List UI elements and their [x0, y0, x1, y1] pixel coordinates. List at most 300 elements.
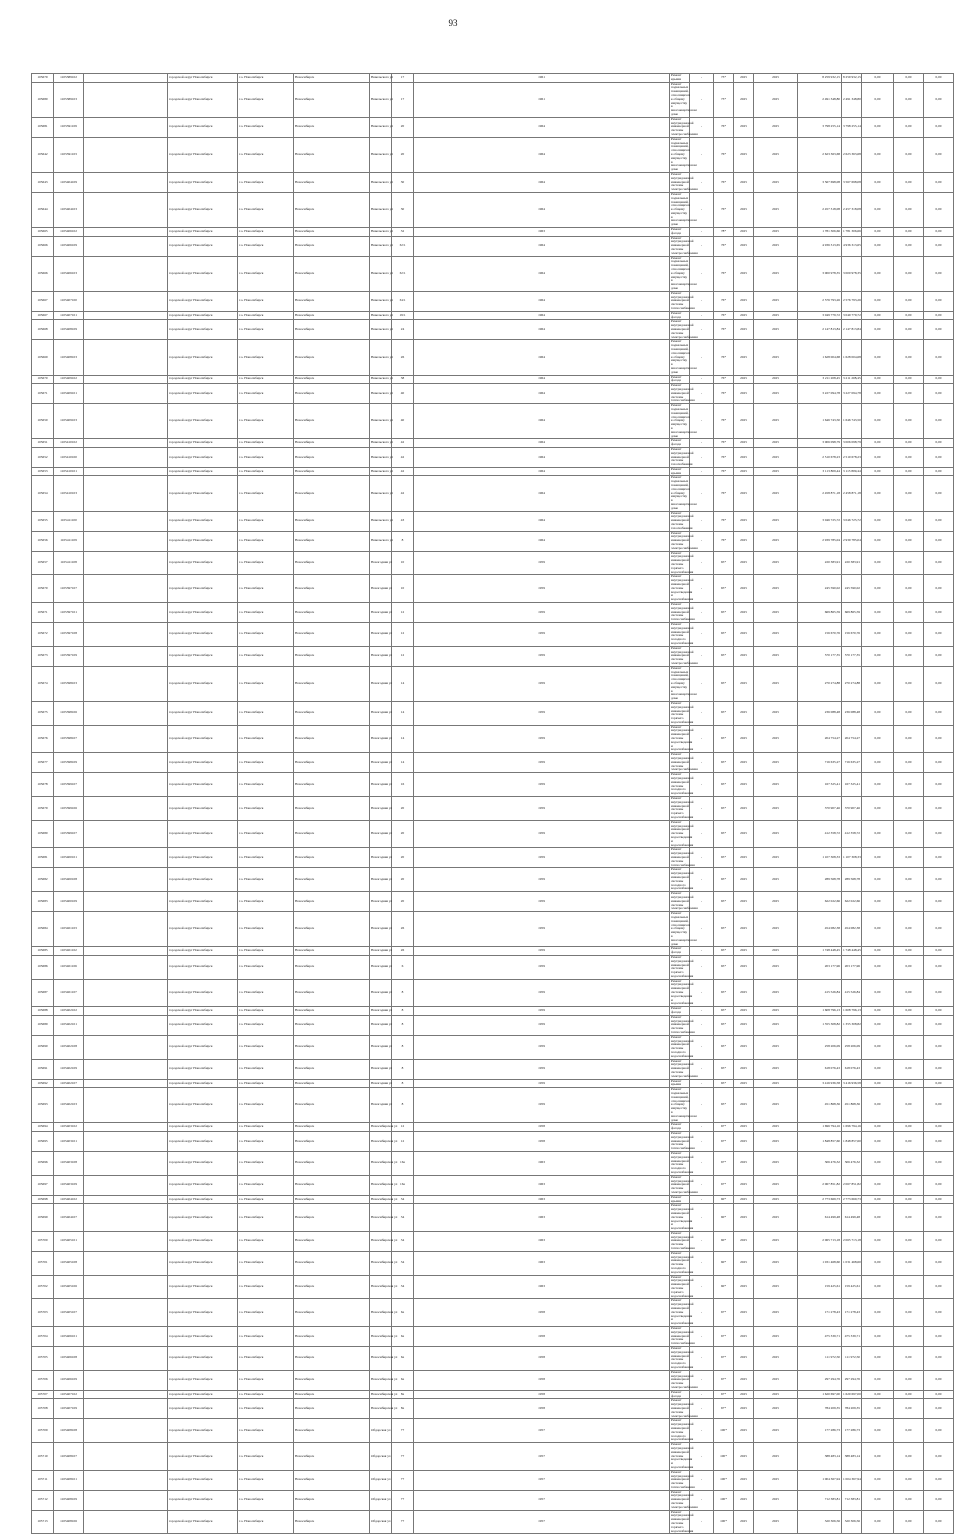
cell-work-type: Ремонт внутридомовой инженерной системы электроснабжения: [671, 116, 698, 136]
cell-year-built: 1964: [414, 320, 670, 340]
cell-amount-1: 0,00: [862, 955, 894, 979]
cell-actual-year: 2025: [754, 320, 798, 340]
cell-wear-percent: 65*: [714, 1007, 734, 1016]
cell-total-cost: 245 590,02: [798, 575, 842, 603]
cell-total-cost: 2 147 813,84: [798, 320, 842, 340]
table-row: [32, 848, 954, 868]
cell-fund-cost: 1 696 794,16: [842, 1123, 862, 1132]
cell-amount-3: 0,00: [924, 1470, 954, 1490]
cell-fund-cost: 3 567 698,08: [842, 172, 862, 192]
cell-object-code: 1105400101: [54, 848, 84, 868]
cell-actual-year: 2025: [754, 797, 798, 821]
cell-locality: г.о. Новосибирск: [238, 753, 294, 773]
table-row: [32, 551, 954, 575]
cell-fund-cost: 716 635,27: [842, 753, 862, 773]
cell-district: городской округ Новосибирск: [168, 1419, 238, 1443]
table-row: [32, 447, 954, 467]
cell-district: городской округ Новосибирск: [168, 575, 238, 603]
cell-work-type: Ремонт внутридомовой инженерной системы теплоснабжения: [671, 1230, 695, 1251]
cell-year-built: 1964: [414, 256, 670, 291]
cell-amount-1: 0,00: [862, 439, 894, 448]
cell-amount-3: 0,00: [924, 773, 954, 797]
cell-plan-year: 2025: [734, 1175, 754, 1195]
cell-actual-year: 2025: [754, 955, 798, 979]
cell-district: городской округ Новосибирск: [168, 511, 238, 531]
cell-amount-2: 0,00: [894, 646, 924, 666]
cell-district: городской округ Новосибирск: [168, 646, 238, 666]
cell-city: Новосибирск: [294, 797, 370, 821]
cell-district: городской округ Новосибирск: [168, 1231, 238, 1251]
cell-plan-year: 2025: [734, 947, 754, 956]
cell-object-code: 1105402107: [54, 1079, 84, 1088]
cell-spacer: [84, 82, 168, 117]
cell-house: 17: [392, 82, 414, 117]
cell-district: городской округ Новосибирск: [168, 311, 238, 320]
cell-locality: г.о. Новосибирск: [238, 955, 294, 979]
cell-object-code: 1105410102: [54, 439, 84, 448]
cell-amount-3: 0,00: [924, 172, 954, 192]
cell-amount-2: 0,00: [894, 311, 924, 320]
cell-amount-1: 0,00: [862, 375, 894, 384]
cell-dash: -: [690, 228, 714, 237]
cell-locality: г.о. Новосибирск: [238, 1251, 294, 1275]
cell-street: Новогодняя ул: [370, 753, 392, 773]
cell-wear-percent: 76*: [714, 291, 734, 311]
cell-city: Новосибирск: [294, 1251, 370, 1275]
cell-spacer: [84, 404, 168, 439]
cell-house: 20: [392, 137, 414, 172]
cell-house: 8: [392, 1035, 414, 1059]
cell-house: 32: [392, 228, 414, 237]
cell-actual-year: 2025: [754, 602, 798, 622]
cell-object-code: 1105406108: [54, 1347, 84, 1371]
table-row: [32, 1470, 954, 1490]
cell-plan-year: 2025: [734, 1490, 754, 1510]
cell-actual-year: 2025: [754, 1510, 798, 1534]
cell-amount-2: 0,00: [894, 575, 924, 603]
cell-row-id: 105679: [32, 797, 54, 821]
cell-dash: -: [690, 375, 714, 384]
cell-plan-year: 2025: [734, 602, 754, 622]
cell-spacer: [84, 1327, 168, 1347]
cell-work-type: Ремонт внутридомовой инженерной системы водоотведения и водоснабжения: [671, 1203, 694, 1231]
cell-wear-percent: 76*: [714, 256, 734, 291]
cell-row-id: 105643: [32, 172, 54, 192]
cell-house: 8а: [392, 1390, 414, 1399]
cell-city: Новосибирск: [294, 236, 370, 256]
cell-district: городской округ Новосибирск: [168, 1399, 238, 1419]
cell-wear-percent: 60*: [714, 1275, 734, 1299]
table-row: [32, 117, 954, 137]
cell-year-built: 1961: [414, 82, 670, 117]
cell-spacer: [84, 912, 168, 947]
cell-total-cost: 167 325,41: [798, 773, 842, 797]
cell-year-built: 1959: [414, 551, 670, 575]
cell-object-code: 1105407100: [54, 291, 84, 311]
cell-actual-year: 2025: [754, 1390, 798, 1399]
cell-object-code: 1105404109: [54, 172, 84, 192]
cell-row-id: 105689: [32, 1015, 54, 1035]
cell-wear-percent: 76*: [714, 172, 734, 192]
cell-object-code: 1105409101: [54, 384, 84, 404]
cell-locality: г.о. Новосибирск: [238, 82, 294, 117]
cell-district: городской округ Новосибирск: [168, 1204, 238, 1232]
cell-total-cost: 306 476,32: [798, 1151, 842, 1175]
cell-amount-1: 0,00: [862, 311, 894, 320]
cell-row-id: 105685: [32, 947, 54, 956]
cell-house: 16а: [392, 1175, 414, 1195]
cell-row-id: 105690: [32, 1035, 54, 1059]
cell-fund-cost: 156 670,76: [842, 622, 862, 646]
cell-street: Невельского ул: [370, 228, 392, 237]
cell-spacer: [84, 602, 168, 622]
cell-fund-cost: 2 939 785,04: [842, 531, 862, 551]
cell-amount-3: 0,00: [924, 1007, 954, 1016]
cell-amount-1: 0,00: [862, 820, 894, 848]
cell-row-id: 105704: [32, 1327, 54, 1347]
cell-row-id: 105682: [32, 868, 54, 892]
cell-year-built: 1959: [414, 1088, 670, 1123]
cell-district: городской округ Новосибирск: [168, 1370, 238, 1390]
cell-house: 30: [392, 172, 414, 192]
cell-actual-year: 2025: [754, 137, 798, 172]
cell-street: Новосибирская ул: [370, 1131, 392, 1151]
cell-house: 30: [392, 192, 414, 227]
cell-work-type: Ремонт внутридомовой инженерной системы теплоснабжения: [671, 1130, 695, 1151]
cell-actual-year: 2025: [754, 666, 798, 701]
cell-district: городской округ Новосибирск: [168, 340, 238, 375]
cell-house: 14: [392, 701, 414, 725]
cell-amount-3: 0,00: [924, 439, 954, 448]
cell-year-built: 1959: [414, 820, 670, 848]
cell-amount-1: 0,00: [862, 1299, 894, 1327]
cell-district: городской округ Новосибирск: [168, 701, 238, 725]
cell-locality: г.о. Новосибирск: [238, 1015, 294, 1035]
cell-locality: г.о. Новосибирск: [238, 172, 294, 192]
cell-spacer: [84, 1079, 168, 1088]
cell-street: Невельского ул: [370, 476, 392, 511]
cell-locality: г.о. Новосибирск: [238, 725, 294, 753]
cell-dash: -: [690, 725, 714, 753]
cell-dash: -: [690, 404, 714, 439]
cell-actual-year: 2025: [754, 1251, 798, 1275]
cell-city: Новосибирск: [294, 1059, 370, 1079]
cell-total-cost: 2 623 363,68: [798, 137, 842, 172]
cell-dash: -: [690, 1327, 714, 1347]
cell-locality: г.о. Новосибирск: [238, 848, 294, 868]
cell-street: Невельского ул: [370, 320, 392, 340]
cell-object-code: 1105403102: [54, 1123, 84, 1132]
cell-object-code: 1105406102: [54, 228, 84, 237]
cell-actual-year: 2025: [754, 1419, 798, 1443]
cell-fund-cost: 2 491 348,80: [842, 82, 862, 117]
table-row: [32, 1231, 954, 1251]
cell-plan-year: 2025: [734, 384, 754, 404]
cell-wear-percent: 76*: [714, 236, 734, 256]
cell-row-id: 105703: [32, 1299, 54, 1327]
cell-plan-year: 2025: [734, 820, 754, 848]
cell-total-cost: 289 568,78: [798, 868, 842, 892]
cell-district: городской округ Новосибирск: [168, 384, 238, 404]
cell-amount-2: 0,00: [894, 1007, 924, 1016]
cell-year-built: 1964: [414, 467, 670, 476]
cell-amount-2: 0,00: [894, 192, 924, 227]
cell-amount-1: 0,00: [862, 622, 894, 646]
cell-object-code: 1105401103: [54, 912, 84, 947]
table-row: [32, 1370, 954, 1390]
cell-district: городской округ Новосибирск: [168, 375, 238, 384]
cell-fund-cost: 111 972,50: [842, 1347, 862, 1371]
cell-actual-year: 2025: [754, 912, 798, 947]
cell-object-code: 1105389102: [54, 74, 84, 83]
cell-spacer: [84, 1151, 168, 1175]
cell-actual-year: 2025: [754, 1327, 798, 1347]
cell-actual-year: 2025: [754, 1015, 798, 1035]
cell-street: Невельского ул: [370, 467, 392, 476]
cell-amount-1: 0,00: [862, 1347, 894, 1371]
cell-street: Новогодняя ул: [370, 551, 392, 575]
cell-year-built: 1959: [414, 947, 670, 956]
cell-spacer: [84, 1007, 168, 1016]
cell-amount-3: 0,00: [924, 192, 954, 227]
cell-fund-cost: 2 147 813,84: [842, 320, 862, 340]
cell-year-built: 1963: [414, 228, 670, 237]
cell-object-code: 1105401102: [54, 947, 84, 956]
cell-locality: г.о. Новосибирск: [238, 375, 294, 384]
cell-dash: -: [690, 1399, 714, 1419]
cell-amount-1: 0,00: [862, 1327, 894, 1347]
cell-spacer: [84, 1443, 168, 1471]
cell-street: Новогодняя ул: [370, 820, 392, 848]
cell-house: 32/1: [392, 236, 414, 256]
cell-district: городской округ Новосибирск: [168, 1131, 238, 1151]
cell-wear-percent: 65*: [714, 773, 734, 797]
cell-actual-year: 2025: [754, 646, 798, 666]
cell-amount-1: 0,00: [862, 404, 894, 439]
cell-locality: г.о. Новосибирск: [238, 666, 294, 701]
cell-work-type: Ремонт внутридомовой инженерной системы теплоснабжения: [671, 290, 695, 311]
cell-district: городской округ Новосибирск: [168, 82, 238, 117]
cell-row-id: 105670: [32, 575, 54, 603]
table-row: [32, 1175, 954, 1195]
cell-house: 8: [392, 1059, 414, 1079]
cell-total-cost: 220 383,91: [798, 551, 842, 575]
cell-street: Невельского ул: [370, 531, 392, 551]
table-row: [32, 511, 954, 531]
cell-amount-2: 0,00: [894, 1079, 924, 1088]
cell-fund-cost: 1 031 468,60: [842, 1251, 862, 1275]
cell-amount-1: 0,00: [862, 797, 894, 821]
cell-total-cost: 177 286,73: [798, 1419, 842, 1443]
cell-amount-3: 0,00: [924, 1399, 954, 1419]
cell-actual-year: 2025: [754, 820, 798, 848]
cell-spacer: [84, 1231, 168, 1251]
cell-amount-3: 0,00: [924, 979, 954, 1007]
cell-plan-year: 2025: [734, 340, 754, 375]
cell-row-id: 105681: [32, 117, 54, 137]
cell-wear-percent: 65*: [714, 701, 734, 725]
cell-amount-2: 0,00: [894, 256, 924, 291]
cell-year-built: 1964: [414, 384, 670, 404]
cell-city: Новосибирск: [294, 1470, 370, 1490]
cell-wear-percent: 65*: [714, 797, 734, 821]
cell-object-code: 1105391103: [54, 137, 84, 172]
cell-year-built: 1958: [414, 1399, 670, 1419]
cell-district: городской округ Новосибирск: [168, 1151, 238, 1175]
cell-work-type: Ремонт внутридомовой инженерной системы холодного водоснабжения: [671, 1250, 694, 1274]
cell-row-id: 105706: [32, 1370, 54, 1390]
cell-plan-year: 2025: [734, 291, 754, 311]
table-row: [32, 384, 954, 404]
table-row: [32, 82, 954, 117]
cell-locality: г.о. Новосибирск: [238, 476, 294, 511]
cell-plan-year: 2025: [734, 1399, 754, 1419]
cell-wear-percent: 60*: [714, 1231, 734, 1251]
table-row: [32, 1419, 954, 1443]
cell-row-id: 105707: [32, 1390, 54, 1399]
cell-city: Новосибирск: [294, 340, 370, 375]
cell-spacer: [84, 291, 168, 311]
cell-plan-year: 2025: [734, 1231, 754, 1251]
cell-street: Новосибирская ул: [370, 1327, 392, 1347]
cell-city: Новосибирск: [294, 848, 370, 868]
cell-city: Новосибирск: [294, 291, 370, 311]
cell-total-cost: 1 696 794,16: [798, 1123, 842, 1132]
cell-wear-percent: 67*: [714, 1299, 734, 1327]
cell-amount-2: 0,00: [894, 1490, 924, 1510]
table-row: [32, 622, 954, 646]
cell-year-built: 1959: [414, 892, 670, 912]
cell-object-code: 1105398109: [54, 753, 84, 773]
cell-street: Обдорская ул: [370, 1443, 392, 1471]
cell-dash: -: [690, 439, 714, 448]
cell-year-built: 1964: [414, 192, 670, 227]
cell-spacer: [84, 1490, 168, 1510]
cell-amount-2: 0,00: [894, 340, 924, 375]
cell-amount-2: 0,00: [894, 1510, 924, 1534]
cell-dash: -: [690, 820, 714, 848]
cell-row-id: 105693: [32, 1088, 54, 1123]
cell-object-code: 1105408107: [54, 1443, 84, 1471]
cell-work-type: Ремонт внутридомовой инженерной системы электроснабжения: [671, 235, 698, 255]
cell-object-code: 1105402102: [54, 1007, 84, 1016]
cell-total-cost: 1 781 306,66: [798, 228, 842, 237]
cell-amount-2: 0,00: [894, 74, 924, 83]
cell-year-built: 1963: [414, 1275, 670, 1299]
cell-total-cost: 270 274,88: [798, 666, 842, 701]
table-row: [32, 1059, 954, 1079]
cell-year-built: 1957: [414, 1443, 670, 1471]
cell-fund-cost: 3 000 978,35: [842, 256, 862, 291]
cell-street: Новосибирская ул: [370, 1231, 392, 1251]
cell-row-id: 105668: [32, 320, 54, 340]
cell-dash: -: [690, 1131, 714, 1151]
cell-district: городской округ Новосибирск: [168, 868, 238, 892]
cell-plan-year: 2025: [734, 912, 754, 947]
cell-dash: -: [690, 320, 714, 340]
cell-house: 6а: [392, 1370, 414, 1390]
cell-street: Новогодняя ул: [370, 575, 392, 603]
cell-plan-year: 2025: [734, 773, 754, 797]
cell-amount-2: 0,00: [894, 439, 924, 448]
cell-object-code: 1105406101: [54, 1327, 84, 1347]
cell-amount-1: 0,00: [862, 228, 894, 237]
cell-amount-3: 0,00: [924, 117, 954, 137]
cell-year-built: 1961: [414, 74, 670, 83]
cell-amount-3: 0,00: [924, 1370, 954, 1390]
cell-year-built: 1963: [414, 1175, 670, 1195]
cell-amount-3: 0,00: [924, 848, 954, 868]
cell-amount-1: 0,00: [862, 1059, 894, 1079]
cell-object-code: 1105402108: [54, 1035, 84, 1059]
cell-work-type: Ремонт внутридомовой инженерной системы газоснабжения: [671, 446, 694, 467]
cell-work-type: Ремонт внутридомовой инженерной системы холодного водоснабжения: [671, 621, 694, 645]
table-row: [32, 1390, 954, 1399]
cell-row-id: 105667: [32, 291, 54, 311]
cell-total-cost: 204 754,27: [798, 725, 842, 753]
table-row: [32, 575, 954, 603]
cell-work-type: Ремонт подвальных помещений, относящихся к общему имуществу в многоквартирном доме: [671, 81, 697, 116]
cell-object-code: 1105408106: [54, 1510, 84, 1534]
table-row: [32, 1088, 954, 1123]
cell-wear-percent: 65*: [714, 820, 734, 848]
cell-actual-year: 2025: [754, 74, 798, 83]
cell-city: Новосибирск: [294, 1399, 370, 1419]
cell-locality: г.о. Новосибирск: [238, 868, 294, 892]
cell-amount-1: 0,00: [862, 192, 894, 227]
cell-amount-3: 0,00: [924, 1510, 954, 1534]
cell-plan-year: 2025: [734, 622, 754, 646]
cell-year-built: 1958: [414, 1123, 670, 1132]
cell-year-built: 1959: [414, 1007, 670, 1016]
cell-work-type: Ремонт внутридомовой инженерной системы холодного водоснабжения: [671, 1034, 694, 1058]
cell-district: городской округ Новосибирск: [168, 551, 238, 575]
cell-work-type: Ремонт внутридомовой инженерной системы газоснабжения: [671, 510, 694, 530]
cell-plan-year: 2025: [734, 467, 754, 476]
cell-fund-cost: 614 499,48: [842, 1204, 862, 1232]
cell-street: Обдорская ул: [370, 1510, 392, 1534]
table-row: [32, 892, 954, 912]
cell-district: городской округ Новосибирск: [168, 447, 238, 467]
cell-total-cost: 412 358,72: [798, 820, 842, 848]
cell-district: городской округ Новосибирск: [168, 1470, 238, 1490]
cell-city: Новосибирск: [294, 1275, 370, 1299]
cell-fund-cost: 1 781 306,66: [842, 228, 862, 237]
cell-wear-percent: 65*: [714, 666, 734, 701]
cell-district: городской округ Новосибирск: [168, 256, 238, 291]
table-row: [32, 236, 954, 256]
cell-amount-3: 0,00: [924, 1347, 954, 1371]
cell-work-type: Ремонт подвальных помещений, относящихся к общему имуществу в многоквартирном доме: [671, 403, 697, 438]
cell-house: 8а: [392, 1399, 414, 1419]
cell-work-type: Ремонт внутридомовой инженерной системы горячего водоснабжения: [671, 796, 694, 820]
cell-object-code: 1105410103: [54, 476, 84, 511]
cell-dash: -: [690, 575, 714, 603]
cell-fund-cost: 570 177,35: [842, 646, 862, 666]
cell-dash: -: [690, 1035, 714, 1059]
cell-locality: г.о. Новосибирск: [238, 1510, 294, 1534]
page-number: 93: [448, 18, 458, 28]
cell-wear-percent: 73*: [714, 82, 734, 117]
cell-total-cost: 236 088,48: [798, 701, 842, 725]
cell-street: Новосибирская ул: [370, 1370, 392, 1390]
cell-locality: г.о. Новосибирск: [238, 1007, 294, 1016]
cell-total-cost: 454 082,38: [798, 912, 842, 947]
cell-locality: г.о. Новосибирск: [238, 228, 294, 237]
cell-plan-year: 2025: [734, 1123, 754, 1132]
cell-amount-2: 0,00: [894, 1195, 924, 1204]
cell-house: 34: [392, 1204, 414, 1232]
